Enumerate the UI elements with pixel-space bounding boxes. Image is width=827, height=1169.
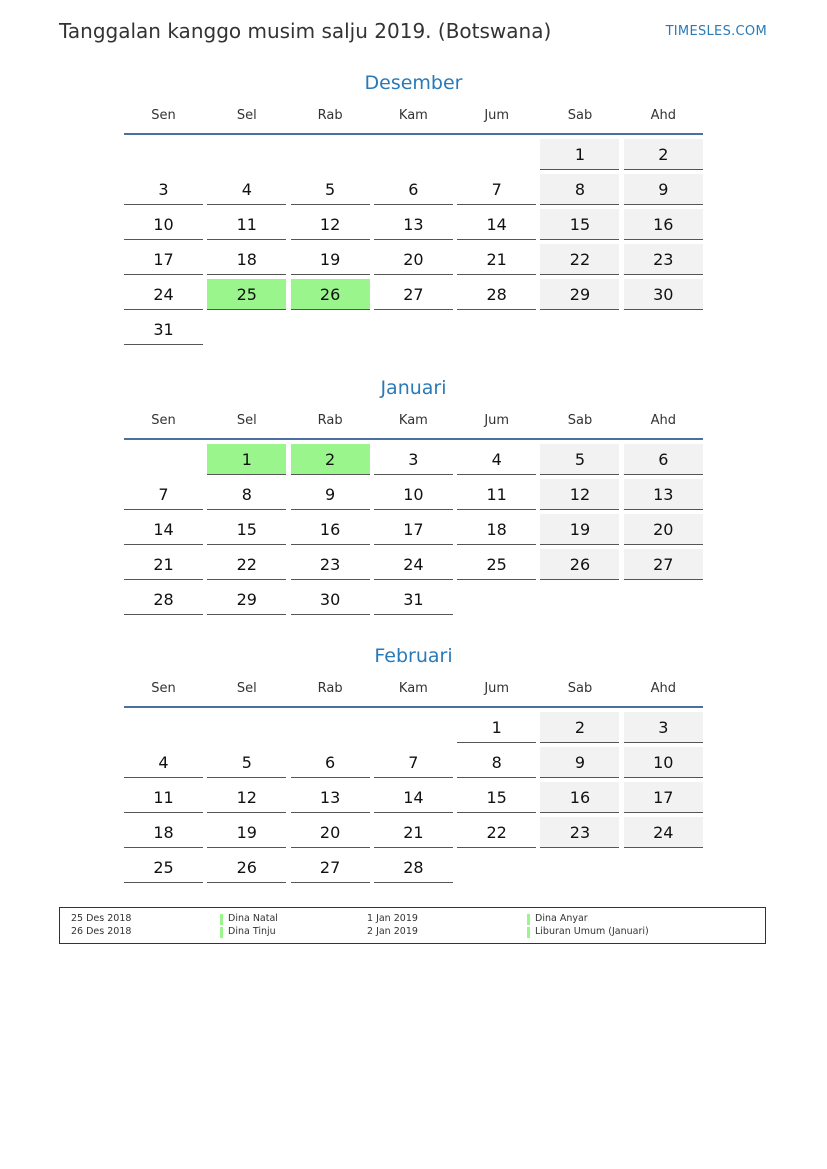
month-title: Februari	[374, 645, 453, 667]
day-cell: 31	[124, 314, 203, 345]
weekday-label: Sen	[151, 108, 176, 123]
empty-cell	[207, 712, 286, 743]
empty-cell	[457, 139, 536, 170]
day-cell: 2	[624, 139, 703, 170]
day-cell: 22	[457, 817, 536, 848]
weekday-label: Sen	[151, 413, 176, 428]
day-cell: 18	[124, 817, 203, 848]
weekday-label: Rab	[317, 413, 343, 428]
weekday-label: Sel	[236, 108, 257, 123]
day-cell: 8	[207, 479, 286, 510]
holiday-day-cell: 1	[207, 444, 286, 475]
header-rule	[124, 438, 703, 440]
legend-date: 25 Des 2018	[71, 913, 132, 924]
weekday-label: Sen	[151, 681, 176, 696]
day-cell: 21	[457, 244, 536, 275]
weekday-label: Sel	[236, 681, 257, 696]
day-cell: 29	[207, 584, 286, 615]
weekday-label: Kam	[398, 681, 428, 696]
weekday-label: Ahd	[650, 108, 676, 123]
month-december	[124, 70, 703, 345]
day-cell: 22	[207, 549, 286, 580]
legend-date: 26 Des 2018	[71, 926, 132, 937]
day-cell: 20	[374, 244, 453, 275]
holiday-day-cell: 25	[207, 279, 286, 310]
weekday-header	[124, 411, 703, 431]
day-cell: 6	[291, 747, 370, 778]
day-cell: 13	[624, 479, 703, 510]
day-cell: 20	[291, 817, 370, 848]
day-cell: 13	[374, 209, 453, 240]
day-cell: 28	[457, 279, 536, 310]
day-cell: 29	[540, 279, 619, 310]
legend-date: 2 Jan 2019	[367, 926, 418, 937]
day-cell: 18	[207, 244, 286, 275]
weekday-label: Jum	[484, 108, 510, 123]
day-cell: 8	[540, 174, 619, 205]
holiday-marker	[527, 914, 530, 925]
day-cell: 6	[374, 174, 453, 205]
legend-name: Dina Anyar	[535, 913, 588, 924]
holiday-marker	[220, 914, 223, 925]
day-cell: 17	[374, 514, 453, 545]
day-cell: 1	[457, 712, 536, 743]
day-cell: 4	[457, 444, 536, 475]
legend-name: Dina Natal	[228, 913, 278, 924]
day-cell: 5	[207, 747, 286, 778]
day-cell: 16	[624, 209, 703, 240]
day-cell: 19	[540, 514, 619, 545]
day-cell: 10	[374, 479, 453, 510]
day-cell: 10	[124, 209, 203, 240]
day-cell: 30	[624, 279, 703, 310]
empty-cell	[124, 712, 203, 743]
day-cell: 16	[291, 514, 370, 545]
day-cell: 30	[291, 584, 370, 615]
day-cell: 27	[624, 549, 703, 580]
day-cell: 26	[540, 549, 619, 580]
day-cell: 20	[624, 514, 703, 545]
month-january	[124, 375, 703, 615]
day-cell: 27	[291, 852, 370, 883]
day-cell: 21	[124, 549, 203, 580]
weekday-label: Ahd	[650, 413, 676, 428]
month-title: Desember	[364, 72, 463, 94]
day-cell: 23	[624, 244, 703, 275]
weekday-label: Kam	[398, 108, 428, 123]
weekday-label: Sab	[567, 681, 593, 696]
day-cell: 6	[624, 444, 703, 475]
day-cell: 11	[207, 209, 286, 240]
day-cell: 19	[207, 817, 286, 848]
day-cell: 11	[457, 479, 536, 510]
day-cell: 22	[540, 244, 619, 275]
holiday-marker	[220, 927, 223, 938]
weekday-label: Ahd	[650, 681, 676, 696]
day-cell: 11	[124, 782, 203, 813]
day-cell: 9	[624, 174, 703, 205]
day-cell: 3	[624, 712, 703, 743]
day-grid	[124, 712, 703, 883]
day-cell: 10	[624, 747, 703, 778]
empty-cell	[374, 139, 453, 170]
day-cell: 5	[291, 174, 370, 205]
empty-cell	[374, 712, 453, 743]
day-cell: 8	[457, 747, 536, 778]
legend-date: 1 Jan 2019	[367, 913, 418, 924]
day-cell: 23	[540, 817, 619, 848]
day-cell: 16	[540, 782, 619, 813]
header-rule	[124, 133, 703, 135]
day-cell: 26	[207, 852, 286, 883]
day-cell: 14	[457, 209, 536, 240]
day-cell: 12	[207, 782, 286, 813]
holiday-marker	[527, 927, 530, 938]
weekday-label: Rab	[317, 681, 343, 696]
day-cell: 17	[124, 244, 203, 275]
day-cell: 18	[457, 514, 536, 545]
weekday-label: Sab	[567, 413, 593, 428]
day-cell: 5	[540, 444, 619, 475]
day-cell: 14	[374, 782, 453, 813]
day-cell: 3	[374, 444, 453, 475]
weekday-label: Jum	[484, 681, 510, 696]
day-cell: 9	[540, 747, 619, 778]
day-cell: 14	[124, 514, 203, 545]
month-title: Januari	[380, 377, 447, 399]
weekday-header	[124, 106, 703, 126]
day-cell: 3	[124, 174, 203, 205]
empty-cell	[207, 139, 286, 170]
day-cell: 21	[374, 817, 453, 848]
page-title: Tanggalan kanggo musim salju 2019. (Botswana)	[59, 19, 552, 43]
day-cell: 25	[124, 852, 203, 883]
holiday-legend	[59, 907, 766, 944]
day-cell: 12	[291, 209, 370, 240]
day-cell: 24	[124, 279, 203, 310]
weekday-label: Rab	[317, 108, 343, 123]
empty-cell	[124, 444, 203, 475]
day-grid	[124, 444, 703, 615]
header-rule	[124, 706, 703, 708]
weekday-label: Kam	[398, 413, 428, 428]
holiday-day-cell: 2	[291, 444, 370, 475]
day-cell: 4	[124, 747, 203, 778]
day-cell: 19	[291, 244, 370, 275]
day-cell: 15	[540, 209, 619, 240]
day-cell: 7	[374, 747, 453, 778]
day-cell: 1	[540, 139, 619, 170]
holiday-day-cell: 26	[291, 279, 370, 310]
day-cell: 27	[374, 279, 453, 310]
day-cell: 25	[457, 549, 536, 580]
day-grid	[124, 139, 703, 345]
empty-cell	[291, 712, 370, 743]
day-cell: 12	[540, 479, 619, 510]
weekday-header	[124, 679, 703, 699]
day-cell: 4	[207, 174, 286, 205]
empty-cell	[124, 139, 203, 170]
day-cell: 24	[374, 549, 453, 580]
day-cell: 23	[291, 549, 370, 580]
day-cell: 7	[457, 174, 536, 205]
brand-link[interactable]: TIMESLES.COM	[665, 24, 767, 39]
empty-cell	[291, 139, 370, 170]
day-cell: 2	[540, 712, 619, 743]
legend-name: Dina Tinju	[228, 926, 276, 937]
day-cell: 28	[124, 584, 203, 615]
weekday-label: Sab	[567, 108, 593, 123]
day-cell: 15	[207, 514, 286, 545]
weekday-label: Jum	[484, 413, 510, 428]
day-cell: 28	[374, 852, 453, 883]
day-cell: 24	[624, 817, 703, 848]
month-february	[124, 643, 703, 883]
day-cell: 9	[291, 479, 370, 510]
legend-name: Liburan Umum (Januari)	[535, 926, 649, 937]
weekday-label: Sel	[236, 413, 257, 428]
day-cell: 15	[457, 782, 536, 813]
day-cell: 7	[124, 479, 203, 510]
day-cell: 31	[374, 584, 453, 615]
day-cell: 13	[291, 782, 370, 813]
day-cell: 17	[624, 782, 703, 813]
